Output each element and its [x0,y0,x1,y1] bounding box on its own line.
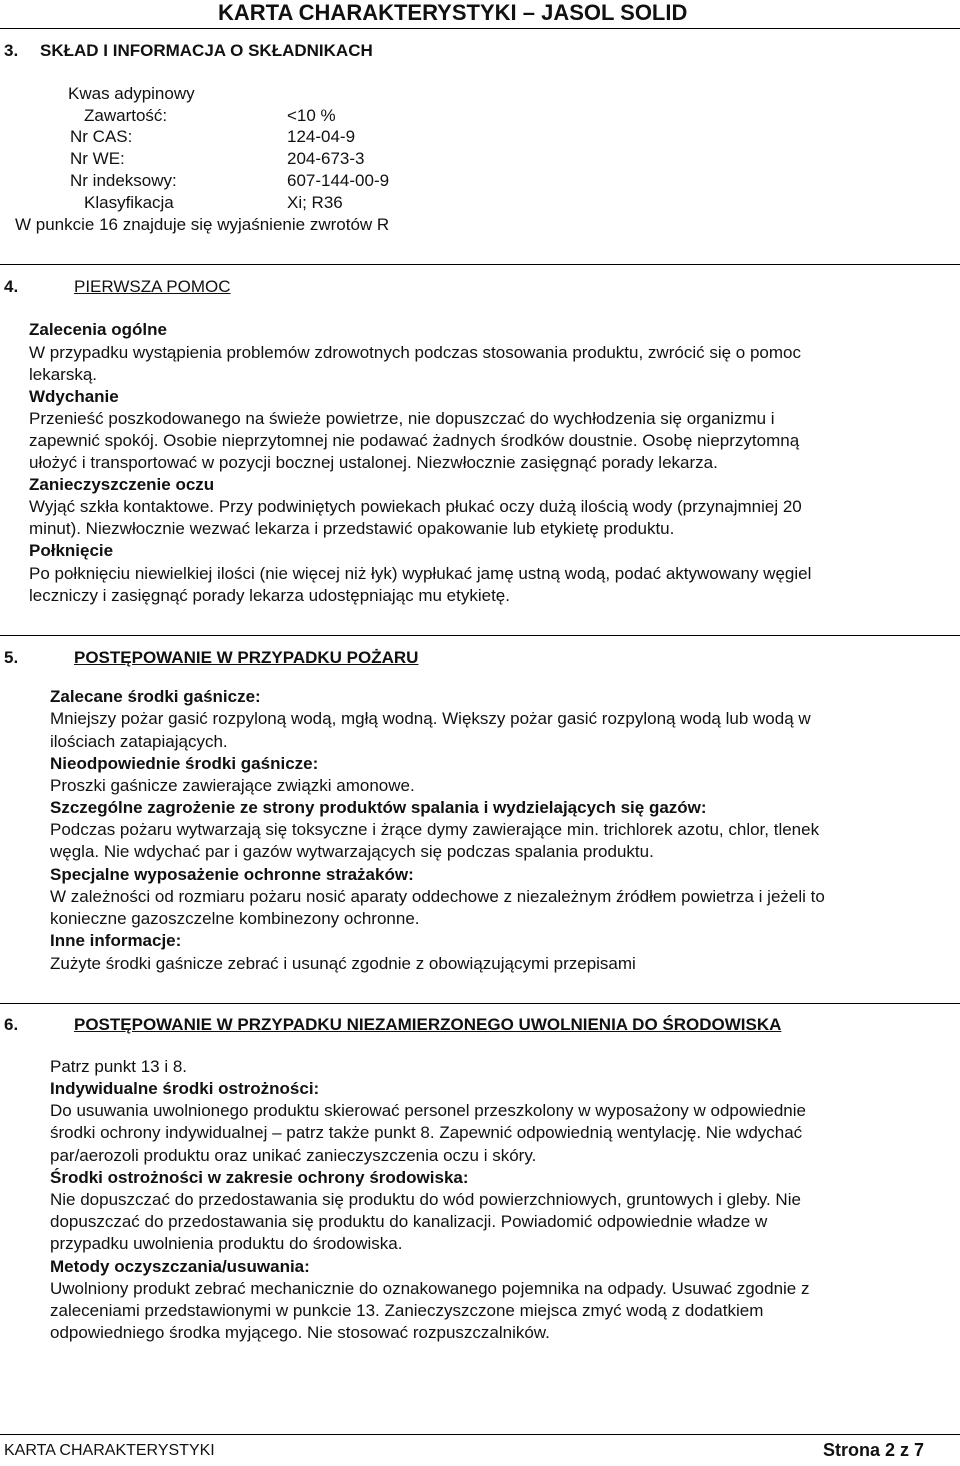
section-4-title: PIERWSZA POMOC [74,277,231,296]
paragraph-line: Proszki gaśnicze zawierające związki amonowe. [50,776,415,795]
paragraph-line: Zużyte środki gaśnicze zebrać i usunąć zgodnie z obowiązującymi przepisami [50,954,636,973]
composition-value-content: <10 % [287,106,336,125]
composition-label-we: Nr WE: [70,149,125,168]
composition-label-index: Nr indeksowy: [70,171,177,190]
section-3-number: 3. [4,41,19,60]
paragraph-line: Podczas pożaru wytwarzają się toksyczne i żrące dymy zawierające min. trichlorek azotu, chlor, tlenek [50,820,820,839]
section-4-top-rule [0,264,960,265]
footer-document-name: KARTA CHARAKTERYSTYKI [4,1442,215,1459]
composition-label-content: Zawartość: [84,106,168,125]
composition-label-cas: Nr CAS: [70,127,133,146]
paragraph-line: W przypadku wystąpienia problemów zdrowotnych podczas stosowania produktu, zwrócić się o pomoc [29,343,801,362]
paragraph-line: zapewnić spokój. Osobie nieprzytomnej nie podawać żadnych środków doustnie. Osobę nieprzytomną [29,431,800,450]
paragraph-line: węgla. Nie wdychać par i gazów wytwarzających się podczas spalania produktu. [50,842,654,861]
section-5-top-rule [0,635,960,636]
subheading-suitable-extinguishing: Zalecane środki gaśnicze: [50,687,261,706]
subheading-eye-contact: Zanieczyszczenie oczu [29,475,215,494]
paragraph-line: Do usuwania uwolnionego produktu skierować personel przeszkolony w wyposażony w odpowiednie [50,1101,806,1120]
footer-page-number: Strona 2 z 7 [822,1440,924,1460]
paragraph-line: Przenieść poszkodowanego na świeże powietrze, nie dopuszczać do wychłodzenia się organizmu i [29,409,775,428]
paragraph-line: Mniejszy pożar gasić rozpyloną wodą, mgłą wodną. Większy pożar gasić rozpyloną wodą lub wodą w [50,709,811,728]
paragraph-line: Nie dopuszczać do przedostawania się produktu do wód powierzchniowych, gruntowych i gleby. Nie [50,1190,801,1209]
footer-rule [0,1434,960,1435]
subheading-firefighter-equipment: Specjalne wyposażenie ochronne strażaków: [50,865,414,884]
paragraph-line: Wyjąć szkła kontaktowe. Przy podwiniętych powiekach płukać oczy dużą ilością wody (przynajmniej 20 [29,497,802,516]
paragraph-line: Uwolniony produkt zebrać mechanicznie do oznakowanego pojemnika na odpady. Usuwać zgodnie z [50,1279,810,1298]
subheading-ingestion: Połknięcie [29,541,114,560]
paragraph-line: konieczne gazoszczelne kombinezony ochronne. [50,909,420,928]
subheading-cleanup-methods: Metody oczyszczania/usuwania: [50,1257,310,1276]
section-6-title: POSTĘPOWANIE W PRZYPADKU NIEZAMIERZONEGO UWOLNIENIA DO ŚRODOWISKA [74,1015,782,1034]
r-phrases-note: W punkcie 16 znajduje się wyjaśnienie zwrotów R [15,215,390,234]
composition-value-cas: 124-04-9 [287,127,356,146]
paragraph-line: dopuszczać do przedostawania się produktu do kanalizacji. Powiadomić odpowiednie władze w [50,1212,768,1231]
composition-value-classification: Xi; R36 [287,193,343,212]
subheading-personal-precautions: Indywidualne środki ostrożności: [50,1079,320,1098]
paragraph-line: zaleceniami przedstawionymi w punkcie 13. Zanieczyszczone miejsca zmyć wodą z dodatkiem [50,1301,764,1320]
section-4-number: 4. [4,277,19,296]
subheading-unsuitable-extinguishing: Nieodpowiednie środki gaśnicze: [50,754,319,773]
section-5-number: 5. [4,648,19,667]
composition-label-classification: Klasyfikacja [84,193,174,212]
paragraph-line: przypadku uwolnienia produktu do środowiska. [50,1234,403,1253]
paragraph-line: leczniczy i zasięgnąć porady lekarza udostępniając mu etykietę. [29,586,510,605]
paragraph-line: odpowiedniego środka myjącego. Nie stosować rozpuszczalników. [50,1323,550,1342]
paragraph-line: ułożyć i transportować w pozycji bocznej ustalonej. Niezwłocznie zasięgnąć porady lekarza. [29,453,718,472]
composition-value-index: 607-144-00-9 [287,171,390,190]
paragraph-line: minut). Niezwłocznie wezwać lekarza i przedstawić opakowanie lub etykietę produktu. [29,519,675,538]
document-header-title: KARTA CHARAKTERYSTYKI – JASOL SOLID [218,0,688,25]
section-3-top-rule [0,28,960,29]
section-6-top-rule [0,1003,960,1004]
paragraph-line: par/aerozoli produktu oraz unikać zanieczyszczenia oczu i skóry. [50,1146,537,1165]
paragraph-line: środki ochrony indywidualnej – patrz także punkt 8. Zapewnić odpowiednią wentylację. Nie wdychać [50,1123,803,1142]
paragraph-line: W zależności od rozmiaru pożaru nosić aparaty oddechowe z niezależnym źródłem powietrza i jeżeli to [50,887,825,906]
subheading-inhalation: Wdychanie [29,387,119,406]
subheading-other-info: Inne informacje: [50,931,182,950]
section-3-title: SKŁAD I INFORMACJA O SKŁADNIKACH [40,41,373,60]
subheading-special-hazards: Szczególne zagrożenie ze strony produktów spalania i wydzielających się gazów: [50,798,707,817]
paragraph-line: ilościach zatapiających. [50,732,228,751]
subheading-general: Zalecenia ogólne [29,320,167,339]
composition-value-we: 204-673-3 [287,149,365,168]
substance-name: Kwas adypinowy [68,84,195,103]
section-5-title: POSTĘPOWANIE W PRZYPADKU POŻARU [74,648,419,667]
paragraph-line: lekarską. [29,365,98,384]
subheading-environmental-precautions: Środki ostrożności w zakresie ochrony środowiska: [50,1168,469,1187]
paragraph-line: Patrz punkt 13 i 8. [50,1057,188,1076]
paragraph-line: Po połknięciu niewielkiej ilości (nie więcej niż łyk) wypłukać jamę ustną wodą, podać aktywowany węgiel [29,564,812,583]
section-6-number: 6. [4,1015,19,1034]
